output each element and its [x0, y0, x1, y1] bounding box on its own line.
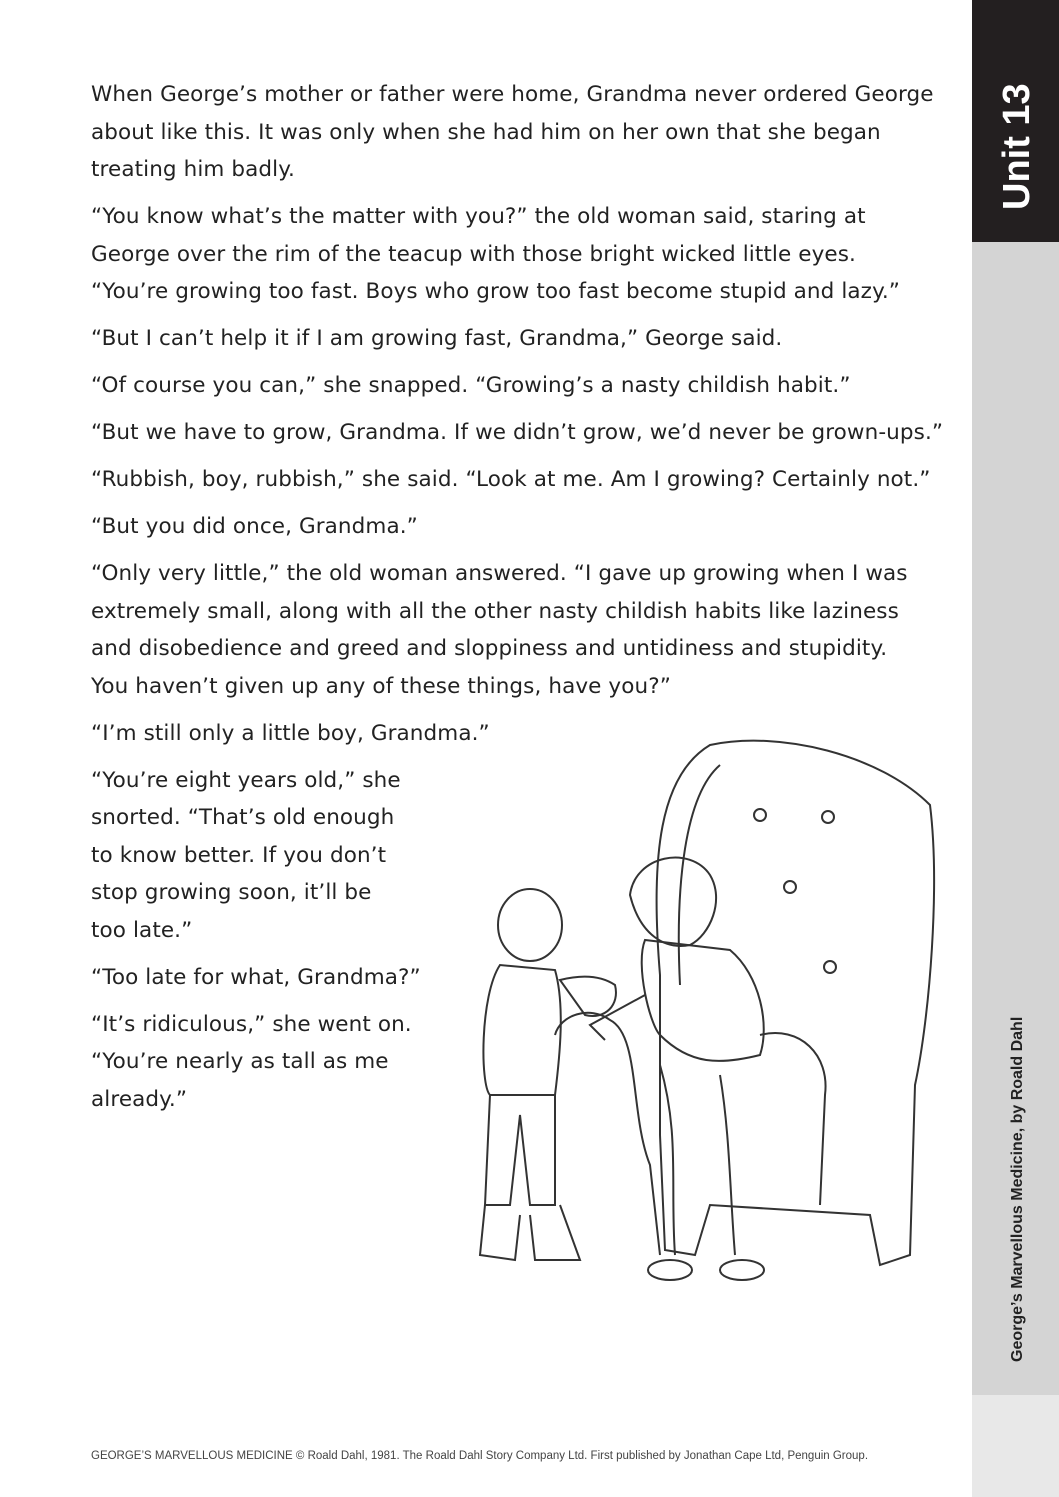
text-line: and disobedience and greed and sloppiness and untidiness and stupidity.: [91, 636, 888, 661]
text-line: “You’re growing too fast. Boys who grow too fast become stupid and lazy.”: [91, 279, 901, 304]
text-line: “You’re nearly as tall as me: [91, 1049, 389, 1074]
text-line: about like this. It was only when she had him on her own that she began: [91, 119, 881, 145]
paragraph: [91, 414, 943, 452]
text-line: When George’s mother or father were home, Grandma never ordered George: [91, 82, 934, 107]
text-line: too late.”: [91, 917, 193, 943]
teacup-icon: [560, 977, 616, 1016]
text-line: to know better. If you don’t: [91, 842, 387, 868]
armchair: [555, 741, 934, 1265]
unit-label: Unit 13: [996, 83, 1038, 210]
text-line: “You know what’s the matter with you?” the old woman said, staring at: [91, 204, 866, 229]
text-line: snorted. “That’s old enough: [91, 805, 395, 830]
text-line: “Too late for what, Grandma?”: [91, 964, 421, 990]
text-line: “Of course you can,” she snapped. “Growing’s a nasty childish habit.”: [91, 373, 851, 398]
book-title-label: George’s Marvellous Medicine, by Roald Dahl: [1009, 1016, 1026, 1362]
illustration-grandma-and-george: [460, 735, 950, 1290]
paragraph: [91, 76, 943, 189]
paragraph: [91, 367, 943, 405]
grandma-figure: [590, 858, 764, 1280]
text-line: “It’s ridiculous,” she went on.: [91, 1011, 412, 1037]
text-line: “But I can’t help it if I am growing fast, Grandma,” George said.: [91, 326, 783, 351]
text-line: already.”: [91, 1086, 188, 1112]
text-line: “I’m still only a little boy, Grandma.”: [91, 720, 490, 746]
paragraph: [91, 320, 943, 358]
text-line: “You’re eight years old,” she: [91, 767, 401, 793]
paragraph: [91, 508, 943, 546]
text-line: treating him badly.: [91, 157, 295, 182]
text-line: “Rubbish, boy, rubbish,” she said. “Look at me. Am I growing? Certainly not.”: [91, 467, 931, 492]
text-line: extremely small, along with all the other nasty childish habits like laziness: [91, 598, 899, 624]
copyright-footer: GEORGE’S MARVELLOUS MEDICINE © Roald Dahl, 1981. The Roald Dahl Story Company Ltd. First published by Jonathan Cape Ltd, Penguin Group.: [91, 1450, 869, 1462]
text-line: “But we have to grow, Grandma. If we didn’t grow, we’d never be grown-ups.”: [91, 420, 944, 445]
paragraph: [91, 555, 943, 705]
text-line: “But you did once, Grandma.”: [91, 514, 418, 539]
text-line: stop growing soon, it’ll be: [91, 880, 372, 905]
paragraph: [91, 198, 943, 311]
george-figure: [480, 889, 616, 1260]
paragraph: [91, 461, 943, 499]
text-line: George over the rim of the teacup with those bright wicked little eyes.: [91, 241, 856, 267]
sidebar-band-bottom: [972, 1395, 1059, 1497]
text-line: You haven’t given up any of these things, have you?”: [91, 673, 671, 699]
text-line: “Only very little,” the old woman answered. “I gave up growing when I was: [91, 561, 908, 586]
